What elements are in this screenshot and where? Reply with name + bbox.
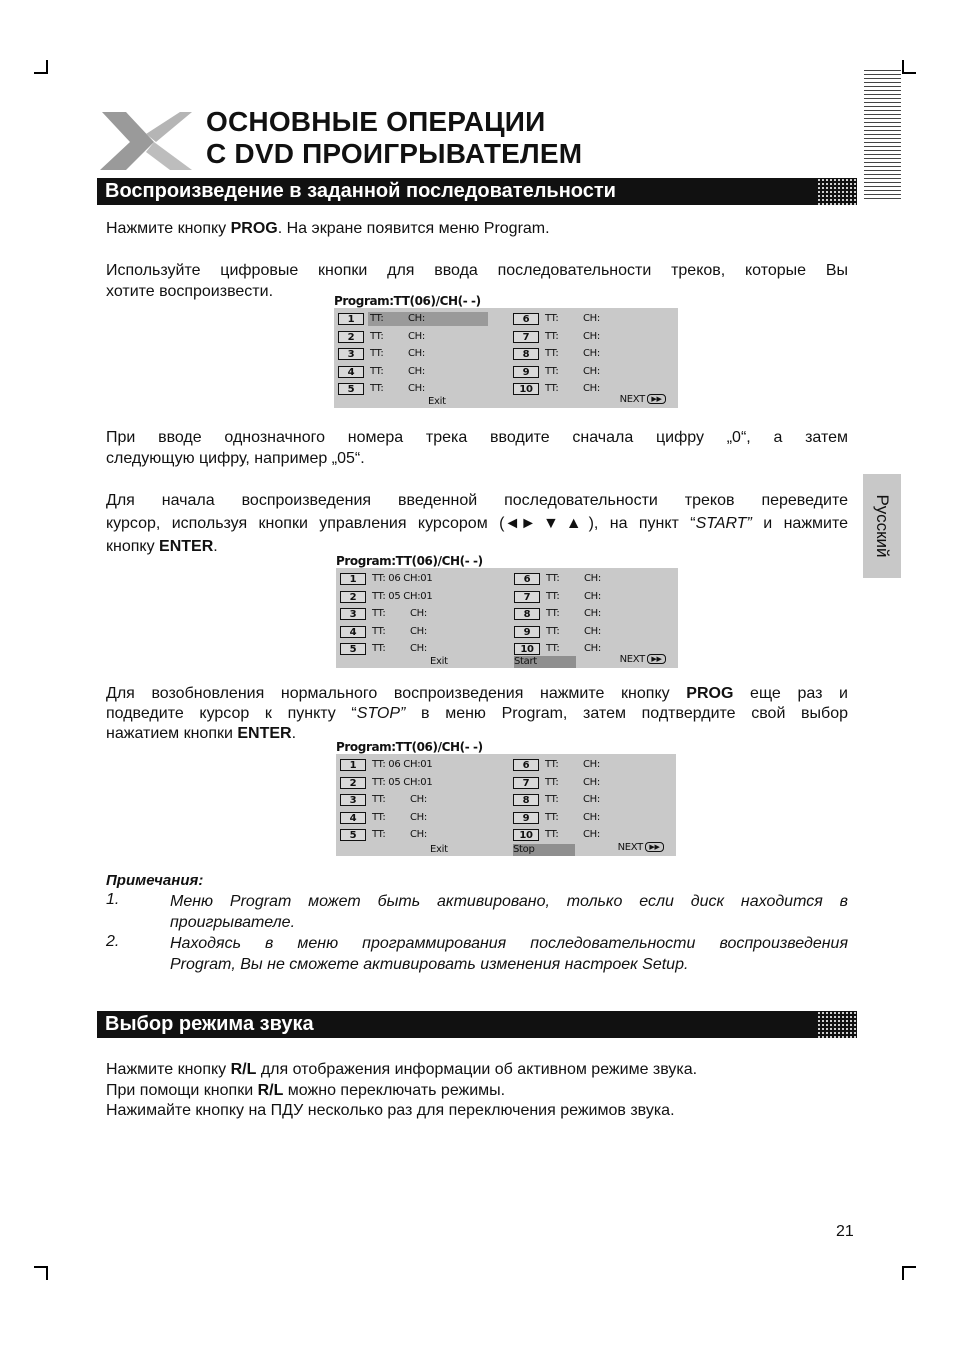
osd-slot-track: TT: xyxy=(545,313,559,324)
osd-slot-number: 10 xyxy=(513,829,539,841)
decorative-stripes xyxy=(864,70,901,200)
language-tab xyxy=(863,474,901,578)
osd-slot-chapter: CH: xyxy=(583,794,600,805)
osd-exit-item: Exit xyxy=(430,656,448,667)
osd-slot-number: 9 xyxy=(513,812,539,824)
osd-slot-chapter: CH: xyxy=(408,383,425,394)
osd-slot-track: TT: 06 CH:01 xyxy=(372,759,433,770)
osd-cursor-highlight xyxy=(368,312,488,326)
osd-program-screen-3 xyxy=(336,740,676,856)
osd-slot-track: TT: xyxy=(545,812,559,823)
text: нажатием кнопки xyxy=(106,725,238,742)
osd-slot-track: TT: xyxy=(370,348,384,359)
enter-key-label: ENTER xyxy=(237,725,292,742)
osd-next-label: NEXT xyxy=(619,394,645,405)
osd-slot-number: 3 xyxy=(338,348,364,360)
paragraph-prog xyxy=(106,218,848,239)
osd-slot-chapter: CH: xyxy=(583,829,600,840)
osd-slot-chapter: CH: xyxy=(584,626,601,637)
osd-slot-track: TT: xyxy=(545,829,559,840)
text: Для возобновления нормального воспроизведения нажмите кнопку xyxy=(106,685,687,702)
osd-slot-track: TT: xyxy=(546,626,560,637)
osd-slot-number: 5 xyxy=(340,643,366,655)
text: курсор, используя кнопки управления курсором (◄►▼▲), на пункт “ xyxy=(106,515,696,532)
osd-slot-chapter: CH: xyxy=(584,608,601,619)
osd-title: Program:TT(06)/CH(- -) xyxy=(336,554,483,568)
osd-slot-chapter: CH: xyxy=(410,829,427,840)
paragraph-single-digit-line1: При вводе однозначного номера трека вводите сначала цифру „0“, а затем xyxy=(106,429,848,446)
crop-mark-top-left xyxy=(34,60,48,74)
osd-stop-item: Stop xyxy=(513,844,575,856)
text: . На экране появится меню Program. xyxy=(277,220,550,237)
paragraph-single-digit-line2: следующую цифру, например „05“. xyxy=(106,450,365,467)
page-number: 21 xyxy=(836,1223,854,1240)
note-number-1: 1. xyxy=(106,891,120,908)
paragraph-stop-line2 xyxy=(106,703,848,724)
osd-slot-track: TT: xyxy=(372,794,386,805)
osd-slot-number: 10 xyxy=(513,383,539,395)
osd-slot-track: TT: xyxy=(370,313,384,324)
osd-exit-item: Exit xyxy=(430,844,448,855)
stop-item-label: STOP” xyxy=(356,705,406,722)
text: и нажмите xyxy=(751,515,849,532)
osd-slot-chapter: CH: xyxy=(410,608,427,619)
osd-slot-chapter: CH: xyxy=(583,777,600,788)
page-title-line-1: ОСНОВНЫЕ ОПЕРАЦИИ xyxy=(206,106,546,137)
sound-mode-line2 xyxy=(106,1080,848,1101)
osd-slot-track: TT: 05 CH:01 xyxy=(372,777,433,788)
osd-slot-track: TT: xyxy=(372,643,386,654)
osd-slot-number: 3 xyxy=(340,794,366,806)
sound-mode-line3: Нажимайте кнопку на ПДУ несколько раз для переключения режимов звука. xyxy=(106,1102,675,1119)
section-heading-sound-mode xyxy=(97,1011,857,1038)
osd-next-item xyxy=(620,654,666,666)
osd-slot-number: 8 xyxy=(513,348,539,360)
page-title-line-2: С DVD ПРОИГРЫВАТЕЛЕМ xyxy=(206,138,583,169)
osd-slot-track: TT: xyxy=(372,812,386,823)
note-text-1-line2: проигрывателе. xyxy=(170,914,296,931)
osd-slot-number: 6 xyxy=(513,759,539,771)
text: подведите курсор к пункту “ xyxy=(106,705,357,722)
fast-forward-icon: ▶▶ xyxy=(647,654,666,664)
crop-mark-bottom-right xyxy=(902,1266,916,1280)
osd-slot-number: 7 xyxy=(513,777,539,789)
osd-slot-chapter: CH: xyxy=(583,348,600,359)
osd-slot-track: TT: xyxy=(545,794,559,805)
osd-slot-chapter: CH: xyxy=(408,313,425,324)
text: для отображения информации об активном режиме звука. xyxy=(256,1061,698,1078)
osd-slot-number: 1 xyxy=(338,313,364,325)
text: При помощи кнопки xyxy=(106,1082,258,1099)
heading-dots-decoration xyxy=(817,178,857,205)
osd-slot-chapter: CH: xyxy=(410,812,427,823)
enter-key-label: ENTER xyxy=(159,538,214,555)
osd-slot-track: TT: xyxy=(546,643,560,654)
osd-slot-track: TT: xyxy=(545,777,559,788)
note-text-2-line2: Program, Вы не сможете активировать изменения настроек Setup. xyxy=(170,956,689,973)
prog-key-label: PROG xyxy=(686,685,734,702)
paragraph-start-line1: Для начала воспроизведения введенной последовательности треков переведите xyxy=(106,492,848,509)
osd-slot-chapter: CH: xyxy=(408,366,425,377)
osd-slot-track: TT: xyxy=(370,366,384,377)
osd-slot-number: 6 xyxy=(514,573,540,585)
osd-title: Program:TT(06)/CH(- -) xyxy=(336,740,483,754)
osd-slot-chapter: CH: xyxy=(410,626,427,637)
osd-slot-number: 5 xyxy=(340,829,366,841)
osd-slot-chapter: CH: xyxy=(583,331,600,342)
osd-slot-track: TT: xyxy=(370,383,384,394)
osd-slot-number: 9 xyxy=(513,366,539,378)
osd-slot-number: 10 xyxy=(514,643,540,655)
osd-slot-number: 4 xyxy=(340,812,366,824)
osd-slot-number: 9 xyxy=(514,626,540,638)
text: кнопку xyxy=(106,538,160,555)
start-item-label: START” xyxy=(695,515,752,532)
osd-slot-chapter: CH: xyxy=(584,643,601,654)
osd-slot-number: 4 xyxy=(340,626,366,638)
fast-forward-icon: ▶▶ xyxy=(647,394,666,404)
osd-start-item: Start xyxy=(514,656,576,668)
osd-slot-track: TT: xyxy=(372,608,386,619)
heading-dots-decoration xyxy=(817,1011,857,1038)
osd-slot-chapter: CH: xyxy=(408,331,425,342)
osd-next-item xyxy=(620,394,666,406)
text: можно переключать режимы. xyxy=(283,1082,506,1099)
fast-forward-icon: ▶▶ xyxy=(645,842,664,852)
osd-next-item xyxy=(618,842,664,854)
text: . xyxy=(291,725,297,742)
osd-slot-track: TT: xyxy=(370,331,384,342)
section-heading-program xyxy=(97,178,857,205)
osd-slot-number: 5 xyxy=(338,383,364,395)
text: в меню Program, затем подтвердите свой выбор xyxy=(405,705,849,722)
paragraph-numeric-keys-line2: хотите воспроизвести. xyxy=(106,283,274,300)
osd-slot-track: TT: xyxy=(545,383,559,394)
osd-slot-number: 2 xyxy=(340,777,366,789)
osd-slot-chapter: CH: xyxy=(583,383,600,394)
osd-slot-track: TT: xyxy=(546,591,560,602)
language-tab-label: Русский xyxy=(873,494,892,558)
osd-slot-number: 2 xyxy=(338,331,364,343)
text: . xyxy=(213,538,218,555)
text: Нажмите кнопку xyxy=(106,220,231,237)
section-heading-program-text: Воспроизведение в заданной последовательности xyxy=(105,180,616,202)
osd-exit-item: Exit xyxy=(428,396,446,407)
prog-key-label: PROG xyxy=(230,220,278,237)
osd-program-screen-1 xyxy=(334,294,678,408)
osd-slot-chapter: CH: xyxy=(583,313,600,324)
osd-slot-chapter: CH: xyxy=(584,591,601,602)
paragraph-start-line2 xyxy=(106,513,848,534)
text: еще раз и xyxy=(733,685,848,702)
note-number-2: 2. xyxy=(106,933,120,950)
x-logo-icon xyxy=(96,108,196,174)
crop-mark-top-right xyxy=(902,60,916,74)
text: Нажмите кнопку xyxy=(106,1061,231,1078)
osd-slot-track: TT: xyxy=(546,608,560,619)
osd-slot-number: 6 xyxy=(513,313,539,325)
osd-next-label: NEXT xyxy=(617,842,643,853)
osd-slot-track: TT: 05 CH:01 xyxy=(372,591,433,602)
notes-heading: Примечания: xyxy=(106,872,204,889)
osd-slot-number: 8 xyxy=(514,608,540,620)
osd-slot-number: 8 xyxy=(513,794,539,806)
osd-slot-track: TT: xyxy=(372,626,386,637)
osd-slot-track: TT: xyxy=(372,829,386,840)
osd-slot-number: 1 xyxy=(340,759,366,771)
osd-slot-chapter: CH: xyxy=(583,366,600,377)
note-text-2-line1: Находясь в меню программирования последовательности воспроизведения xyxy=(170,935,848,952)
osd-slot-chapter: CH: xyxy=(584,573,601,584)
osd-slot-chapter: CH: xyxy=(410,643,427,654)
osd-slot-number: 3 xyxy=(340,608,366,620)
osd-slot-number: 4 xyxy=(338,366,364,378)
page-title xyxy=(206,106,582,170)
osd-slot-number: 7 xyxy=(514,591,540,603)
osd-slot-track: TT: xyxy=(545,331,559,342)
osd-slot-track: TT: 06 CH:01 xyxy=(372,573,433,584)
osd-slot-track: TT: xyxy=(546,573,560,584)
osd-slot-track: TT: xyxy=(545,759,559,770)
osd-slot-number: 1 xyxy=(340,573,366,585)
rl-key-label: R/L xyxy=(230,1061,257,1078)
osd-slot-chapter: CH: xyxy=(583,812,600,823)
osd-slot-number: 7 xyxy=(513,331,539,343)
osd-title: Program:TT(06)/CH(- -) xyxy=(334,294,481,308)
paragraph-stop-line1 xyxy=(106,683,848,704)
osd-slot-chapter: CH: xyxy=(410,794,427,805)
osd-slot-chapter: CH: xyxy=(583,759,600,770)
osd-next-label: NEXT xyxy=(619,654,645,665)
rl-key-label: R/L xyxy=(257,1082,284,1099)
osd-slot-chapter: CH: xyxy=(408,348,425,359)
sound-mode-line1 xyxy=(106,1059,848,1080)
osd-slot-track: TT: xyxy=(545,366,559,377)
crop-mark-bottom-left xyxy=(34,1266,48,1280)
osd-program-screen-2 xyxy=(336,554,678,668)
paragraph-numeric-keys-line1: Используйте цифровые кнопки для ввода последовательности треков, которые Вы xyxy=(106,262,848,279)
note-text-1-line1: Меню Program может быть активировано, только если диск находится в xyxy=(170,893,848,910)
osd-slot-number: 2 xyxy=(340,591,366,603)
section-heading-sound-mode-text: Выбор режима звука xyxy=(105,1013,314,1035)
osd-slot-track: TT: xyxy=(545,348,559,359)
